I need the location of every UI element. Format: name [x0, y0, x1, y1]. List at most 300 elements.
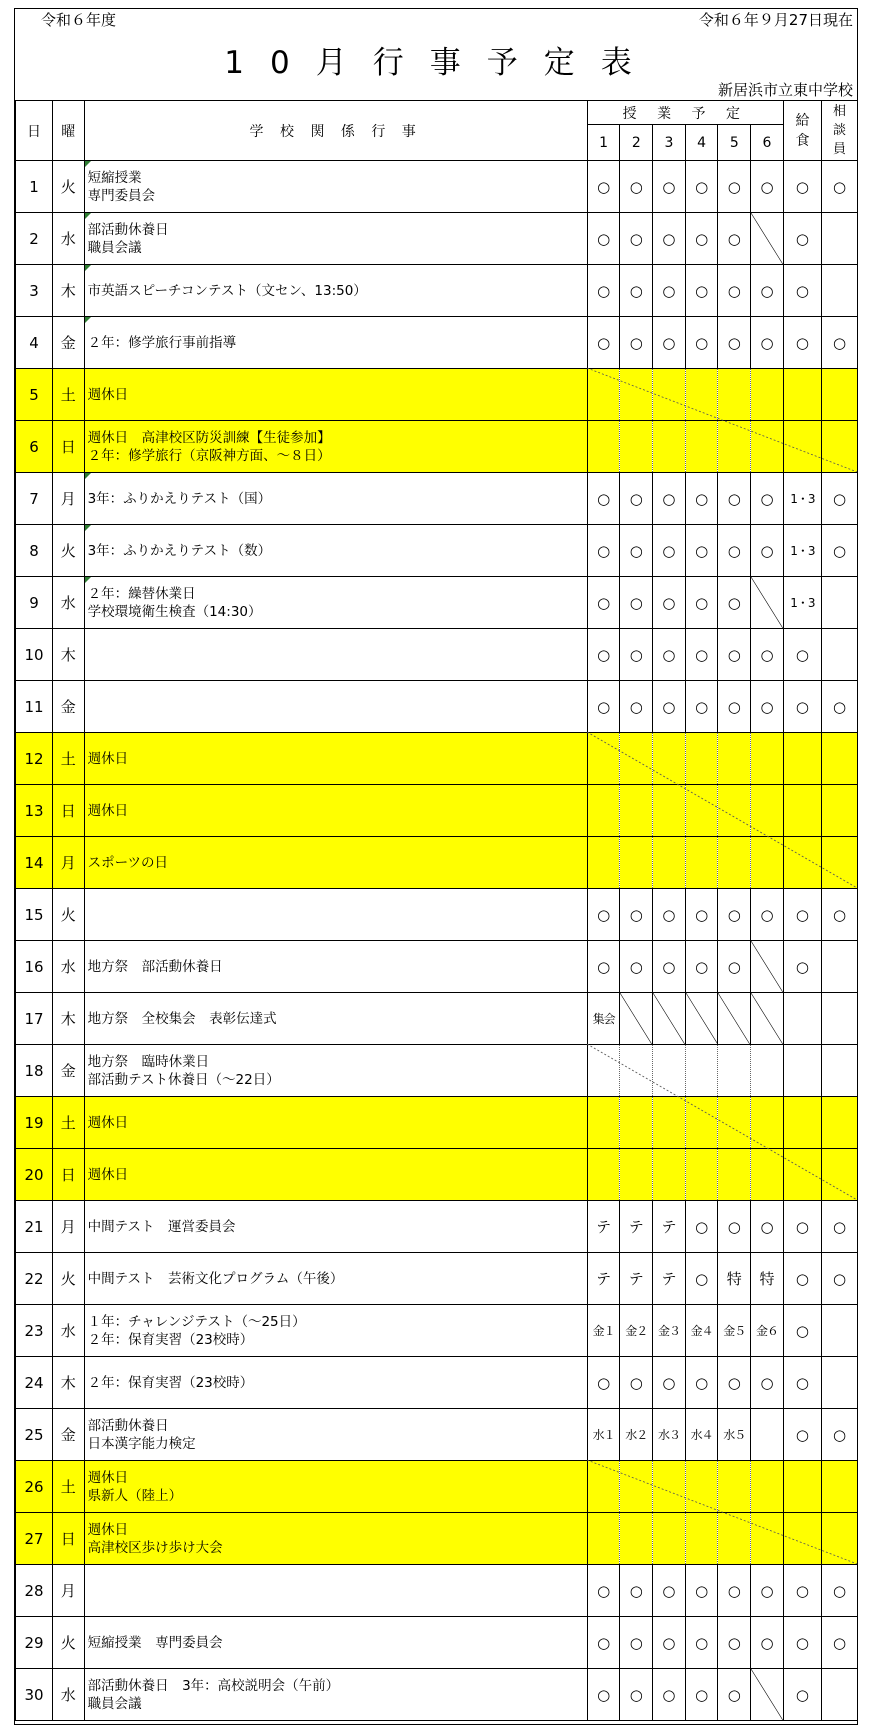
- period-3-cell: ○: [653, 1565, 686, 1617]
- period-3-cell: ○: [653, 629, 686, 681]
- empty-cell: [822, 733, 858, 785]
- day-number: 16: [16, 941, 53, 993]
- lunch-cell: ○: [783, 265, 821, 317]
- col-period-4: 4: [685, 125, 718, 161]
- weekday: 月: [53, 473, 85, 525]
- event-line: 職員会議: [87, 1695, 142, 1712]
- period-1-cell: ○: [587, 265, 620, 317]
- empty-cell: [620, 421, 653, 473]
- weekday: 木: [53, 265, 85, 317]
- empty-cell: [620, 733, 653, 785]
- period-6-cell: ○: [751, 525, 784, 577]
- col-counselor: [822, 101, 858, 161]
- diagonal-slash: [653, 993, 685, 1044]
- weekday: 土: [53, 1461, 85, 1513]
- period-5-cell: ○: [718, 525, 751, 577]
- table-row: [16, 1045, 858, 1097]
- empty-cell: [822, 1045, 858, 1097]
- period-5-cell: ○: [718, 265, 751, 317]
- lunch-cell: ○: [783, 317, 821, 369]
- event-cell: [84, 941, 587, 993]
- period-2-cell: ○: [620, 317, 653, 369]
- counselor-cell: ○: [822, 889, 858, 941]
- period-3-cell: ○: [653, 1357, 686, 1409]
- period-2-cell: ○: [620, 1617, 653, 1669]
- period-4-cell: ○: [685, 681, 718, 733]
- empty-cell: [751, 421, 784, 473]
- empty-cell: [653, 733, 686, 785]
- event-cell: [84, 1617, 587, 1669]
- day-number: 15: [16, 889, 53, 941]
- day-number: 13: [16, 785, 53, 837]
- period-3-cell: ○: [653, 265, 686, 317]
- weekday: 水: [53, 213, 85, 265]
- event-cell: [84, 785, 587, 837]
- event-cell: [84, 1253, 587, 1305]
- event-line: 週休日: [87, 1114, 129, 1131]
- period-3-cell: ○: [653, 473, 686, 525]
- event-line: ２年：保育実習（23校時）: [87, 1331, 254, 1348]
- empty-cell: [751, 1097, 784, 1149]
- empty-cell: [783, 1513, 821, 1565]
- day-number: 28: [16, 1565, 53, 1617]
- period-1-cell: ○: [587, 681, 620, 733]
- event-cell: [84, 837, 587, 889]
- event-line: 地方祭 部活動休養日: [87, 958, 223, 975]
- table-row: [16, 1253, 858, 1305]
- period-5-cell: 金５: [718, 1305, 751, 1357]
- period-2-cell: ○: [620, 213, 653, 265]
- empty-cell: [718, 1149, 751, 1201]
- period-4-cell: ○: [685, 525, 718, 577]
- period-6-cell: ○: [751, 1201, 784, 1253]
- empty-cell: [751, 733, 784, 785]
- empty-cell: [653, 369, 686, 421]
- weekday: 金: [53, 681, 85, 733]
- weekday: 水: [53, 941, 85, 993]
- period-3-cell: ○: [653, 161, 686, 213]
- table-row: [16, 993, 858, 1045]
- empty-cell: [587, 1097, 620, 1149]
- empty-cell: [653, 1097, 686, 1149]
- period-6-cell: ○: [751, 317, 784, 369]
- empty-cell: [587, 733, 620, 785]
- schedule-table: [15, 100, 858, 1721]
- col-period-3: 3: [653, 125, 686, 161]
- empty-cell: [620, 369, 653, 421]
- period-2-cell: 金２: [620, 1305, 653, 1357]
- col-lunch-label: 給食: [795, 112, 810, 149]
- table-row: [16, 1201, 858, 1253]
- period-6-cell: ○: [751, 161, 784, 213]
- counselor-cell: [822, 1305, 858, 1357]
- empty-cell: [751, 1461, 784, 1513]
- period-1-cell: テ: [587, 1201, 620, 1253]
- period-6-cell: [751, 1669, 784, 1721]
- period-4-cell: ○: [685, 889, 718, 941]
- day-number: 12: [16, 733, 53, 785]
- weekday: 日: [53, 785, 85, 837]
- empty-cell: [822, 369, 858, 421]
- period-3-cell: テ: [653, 1201, 686, 1253]
- day-number: 4: [16, 317, 53, 369]
- empty-cell: [653, 785, 686, 837]
- empty-cell: [620, 1097, 653, 1149]
- table-row: [16, 213, 858, 265]
- weekday: 水: [53, 577, 85, 629]
- empty-cell: [685, 1045, 718, 1097]
- col-weekday: 曜: [53, 101, 85, 161]
- table-row: [16, 1357, 858, 1409]
- event-line: 県新人（陸上）: [87, 1487, 183, 1504]
- event-line: 短縮授業 専門委員会: [87, 1634, 223, 1651]
- period-2-cell: 水２: [620, 1409, 653, 1461]
- event-cell: [84, 421, 587, 473]
- period-2-cell: ○: [620, 681, 653, 733]
- period-6-cell: [751, 993, 784, 1045]
- empty-cell: [822, 785, 858, 837]
- day-number: 20: [16, 1149, 53, 1201]
- period-5-cell: ○: [718, 317, 751, 369]
- event-cell: [84, 1045, 587, 1097]
- period-2-cell: ○: [620, 941, 653, 993]
- event-line: 日本漢字能力検定: [87, 1435, 196, 1452]
- empty-cell: [620, 1149, 653, 1201]
- empty-cell: [685, 785, 718, 837]
- period-1-cell: 水１: [587, 1409, 620, 1461]
- table-row: [16, 1149, 858, 1201]
- day-number: 27: [16, 1513, 53, 1565]
- event-cell: [84, 629, 587, 681]
- lunch-cell: 1・3: [783, 577, 821, 629]
- empty-cell: [783, 785, 821, 837]
- event-line: 週休日: [87, 1166, 129, 1183]
- period-5-cell: ○: [718, 1565, 751, 1617]
- period-2-cell: ○: [620, 1565, 653, 1617]
- diagonal-slash: [718, 993, 750, 1044]
- empty-cell: [653, 421, 686, 473]
- event-line: ２年：修学旅行（京阪神方面、～８日）: [87, 447, 331, 464]
- empty-cell: [783, 421, 821, 473]
- school-name: 新居浜市立東中学校: [717, 81, 853, 99]
- empty-cell: [587, 421, 620, 473]
- period-3-cell: ○: [653, 681, 686, 733]
- lunch-cell: 1・3: [783, 473, 821, 525]
- empty-cell: [822, 1513, 858, 1565]
- table-row: [16, 1461, 858, 1513]
- empty-cell: [685, 1461, 718, 1513]
- col-lunch: [783, 101, 821, 161]
- period-4-cell: ○: [685, 161, 718, 213]
- day-number: 29: [16, 1617, 53, 1669]
- empty-cell: [718, 1045, 751, 1097]
- col-period-1: 1: [587, 125, 620, 161]
- period-1-cell: ○: [587, 1617, 620, 1669]
- period-4-cell: ○: [685, 317, 718, 369]
- counselor-cell: [822, 941, 858, 993]
- period-6-cell: [751, 941, 784, 993]
- period-6-cell: ○: [751, 1357, 784, 1409]
- page-title: 10月行事予定表: [224, 45, 658, 81]
- table-row: [16, 369, 858, 421]
- event-cell: [84, 1097, 587, 1149]
- empty-cell: [718, 733, 751, 785]
- empty-cell: [822, 1461, 858, 1513]
- event-cell: [84, 213, 587, 265]
- event-cell: [84, 681, 587, 733]
- period-2-cell: ○: [620, 1669, 653, 1721]
- empty-cell: [822, 1149, 858, 1201]
- weekday: 土: [53, 1097, 85, 1149]
- comment-marker-icon: [85, 317, 91, 323]
- empty-cell: [822, 837, 858, 889]
- table-row: [16, 577, 858, 629]
- as-of-date: 令和６年９月27日現在: [698, 11, 853, 29]
- event-cell: [84, 733, 587, 785]
- period-5-cell: ○: [718, 161, 751, 213]
- day-number: 17: [16, 993, 53, 1045]
- counselor-cell: ○: [822, 1565, 858, 1617]
- empty-cell: [620, 1461, 653, 1513]
- empty-cell: [783, 1149, 821, 1201]
- lunch-cell: ○: [783, 941, 821, 993]
- event-line: 中間テスト 運営委員会: [87, 1218, 236, 1235]
- event-line: 専門委員会: [87, 187, 156, 204]
- period-5-cell: ○: [718, 577, 751, 629]
- empty-cell: [653, 1461, 686, 1513]
- period-5-cell: ○: [718, 1617, 751, 1669]
- period-6-cell: ○: [751, 265, 784, 317]
- empty-cell: [783, 1045, 821, 1097]
- event-cell: [84, 525, 587, 577]
- event-cell: [84, 1409, 587, 1461]
- empty-cell: [751, 785, 784, 837]
- col-period-5: 5: [718, 125, 751, 161]
- day-number: 21: [16, 1201, 53, 1253]
- period-1-cell: ○: [587, 1357, 620, 1409]
- period-4-cell: ○: [685, 265, 718, 317]
- period-3-cell: ○: [653, 1617, 686, 1669]
- table-row: [16, 1097, 858, 1149]
- weekday: 水: [53, 1669, 85, 1721]
- period-1-cell: 金１: [587, 1305, 620, 1357]
- period-5-cell: ○: [718, 941, 751, 993]
- period-6-cell: ○: [751, 681, 784, 733]
- period-4-cell: ○: [685, 577, 718, 629]
- period-2-cell: [620, 993, 653, 1045]
- period-4-cell: ○: [685, 473, 718, 525]
- period-5-cell: ○: [718, 1669, 751, 1721]
- event-line: 週休日 高津校区防災訓練【生徒参加】: [87, 429, 331, 446]
- period-5-cell: ○: [718, 213, 751, 265]
- day-number: 26: [16, 1461, 53, 1513]
- day-number: 19: [16, 1097, 53, 1149]
- period-5-cell: ○: [718, 681, 751, 733]
- period-4-cell: ○: [685, 1253, 718, 1305]
- period-2-cell: テ: [620, 1253, 653, 1305]
- empty-cell: [783, 733, 821, 785]
- lunch-cell: [783, 993, 821, 1045]
- period-4-cell: ○: [685, 629, 718, 681]
- event-line: ２年：修学旅行事前指導: [87, 334, 237, 351]
- weekday: 土: [53, 733, 85, 785]
- diagonal-slash: [751, 1669, 783, 1720]
- period-5-cell: ○: [718, 1201, 751, 1253]
- table-row: [16, 421, 858, 473]
- empty-cell: [587, 837, 620, 889]
- event-line: 週休日: [87, 1521, 129, 1538]
- empty-cell: [685, 1097, 718, 1149]
- diagonal-slash: [751, 577, 783, 628]
- period-6-cell: ○: [751, 473, 784, 525]
- counselor-cell: ○: [822, 473, 858, 525]
- table-row: [16, 785, 858, 837]
- period-2-cell: ○: [620, 265, 653, 317]
- counselor-cell: [822, 1357, 858, 1409]
- event-line: 地方祭 全校集会 表彰伝達式: [87, 1010, 277, 1027]
- event-cell: [84, 1461, 587, 1513]
- table-row: [16, 941, 858, 993]
- empty-cell: [587, 1513, 620, 1565]
- comment-marker-icon: [85, 265, 91, 271]
- period-2-cell: ○: [620, 525, 653, 577]
- empty-cell: [685, 1149, 718, 1201]
- col-period-2: 2: [620, 125, 653, 161]
- lunch-cell: ○: [783, 1305, 821, 1357]
- lunch-cell: ○: [783, 1669, 821, 1721]
- day-number: 5: [16, 369, 53, 421]
- period-5-cell: 特: [718, 1253, 751, 1305]
- day-number: 14: [16, 837, 53, 889]
- lunch-cell: ○: [783, 1565, 821, 1617]
- counselor-cell: ○: [822, 317, 858, 369]
- weekday: 木: [53, 1357, 85, 1409]
- empty-cell: [718, 1097, 751, 1149]
- empty-cell: [751, 1513, 784, 1565]
- period-6-cell: [751, 577, 784, 629]
- col-lessons: 授 業 予 定: [587, 101, 783, 125]
- schedule-sheet: [14, 8, 858, 1725]
- event-cell: [84, 369, 587, 421]
- empty-cell: [751, 1149, 784, 1201]
- period-3-cell: ○: [653, 889, 686, 941]
- diagonal-slash: [751, 213, 783, 264]
- empty-cell: [685, 369, 718, 421]
- period-2-cell: ○: [620, 161, 653, 213]
- day-number: 22: [16, 1253, 53, 1305]
- empty-cell: [587, 785, 620, 837]
- empty-cell: [718, 785, 751, 837]
- period-3-cell: ○: [653, 941, 686, 993]
- period-4-cell: 金４: [685, 1305, 718, 1357]
- lunch-cell: ○: [783, 1409, 821, 1461]
- event-line: ２年：繰替休業日: [87, 585, 196, 602]
- weekday: 火: [53, 889, 85, 941]
- period-3-cell: ○: [653, 1669, 686, 1721]
- period-3-cell: ○: [653, 577, 686, 629]
- counselor-cell: [822, 265, 858, 317]
- period-1-cell: ○: [587, 473, 620, 525]
- period-6-cell: 特: [751, 1253, 784, 1305]
- lunch-cell: ○: [783, 629, 821, 681]
- period-5-cell: ○: [718, 629, 751, 681]
- empty-cell: [718, 369, 751, 421]
- event-line: 短縮授業: [87, 169, 142, 186]
- col-counselor-label: 相談員: [833, 104, 847, 157]
- table-row: [16, 1617, 858, 1669]
- event-line: 学校環境衛生検査（14:30）: [87, 603, 262, 620]
- period-1-cell: ○: [587, 317, 620, 369]
- day-number: 18: [16, 1045, 53, 1097]
- period-6-cell: [751, 1409, 784, 1461]
- period-5-cell: [718, 993, 751, 1045]
- weekday: 日: [53, 1149, 85, 1201]
- event-cell: [84, 1201, 587, 1253]
- period-2-cell: ○: [620, 629, 653, 681]
- day-number: 7: [16, 473, 53, 525]
- diagonal-slash: [751, 941, 783, 992]
- empty-cell: [751, 837, 784, 889]
- event-cell: [84, 1669, 587, 1721]
- period-4-cell: [685, 993, 718, 1045]
- period-3-cell: テ: [653, 1253, 686, 1305]
- period-5-cell: ○: [718, 473, 751, 525]
- period-4-cell: ○: [685, 1669, 718, 1721]
- period-5-cell: ○: [718, 1357, 751, 1409]
- counselor-cell: ○: [822, 1409, 858, 1461]
- period-1-cell: ○: [587, 941, 620, 993]
- period-6-cell: 金６: [751, 1305, 784, 1357]
- lunch-cell: ○: [783, 1357, 821, 1409]
- empty-cell: [783, 837, 821, 889]
- empty-cell: [653, 1513, 686, 1565]
- event-cell: [84, 889, 587, 941]
- weekday: 火: [53, 525, 85, 577]
- empty-cell: [718, 421, 751, 473]
- empty-cell: [620, 837, 653, 889]
- empty-cell: [620, 1045, 653, 1097]
- diagonal-slash: [620, 993, 652, 1044]
- table-row: [16, 889, 858, 941]
- empty-cell: [620, 1513, 653, 1565]
- lunch-cell: ○: [783, 1617, 821, 1669]
- day-number: 2: [16, 213, 53, 265]
- lunch-cell: ○: [783, 681, 821, 733]
- table-row: [16, 473, 858, 525]
- table-row: [16, 1513, 858, 1565]
- empty-cell: [751, 369, 784, 421]
- weekday: 日: [53, 1513, 85, 1565]
- counselor-cell: ○: [822, 161, 858, 213]
- day-number: 10: [16, 629, 53, 681]
- weekday: 金: [53, 317, 85, 369]
- comment-marker-icon: [85, 577, 91, 583]
- period-3-cell: [653, 993, 686, 1045]
- day-number: 23: [16, 1305, 53, 1357]
- col-day: 日: [16, 101, 53, 161]
- table-row: [16, 317, 858, 369]
- weekday: 木: [53, 629, 85, 681]
- lunch-cell: 1・3: [783, 525, 821, 577]
- period-3-cell: ○: [653, 317, 686, 369]
- table-row: [16, 629, 858, 681]
- event-line: 週休日: [87, 386, 129, 403]
- event-line: 部活動休養日 3年：高校説明会（午前）: [87, 1677, 340, 1694]
- day-number: 24: [16, 1357, 53, 1409]
- period-4-cell: ○: [685, 941, 718, 993]
- period-4-cell: ○: [685, 213, 718, 265]
- event-line: １年：チャレンジテスト（～25日）: [87, 1313, 306, 1330]
